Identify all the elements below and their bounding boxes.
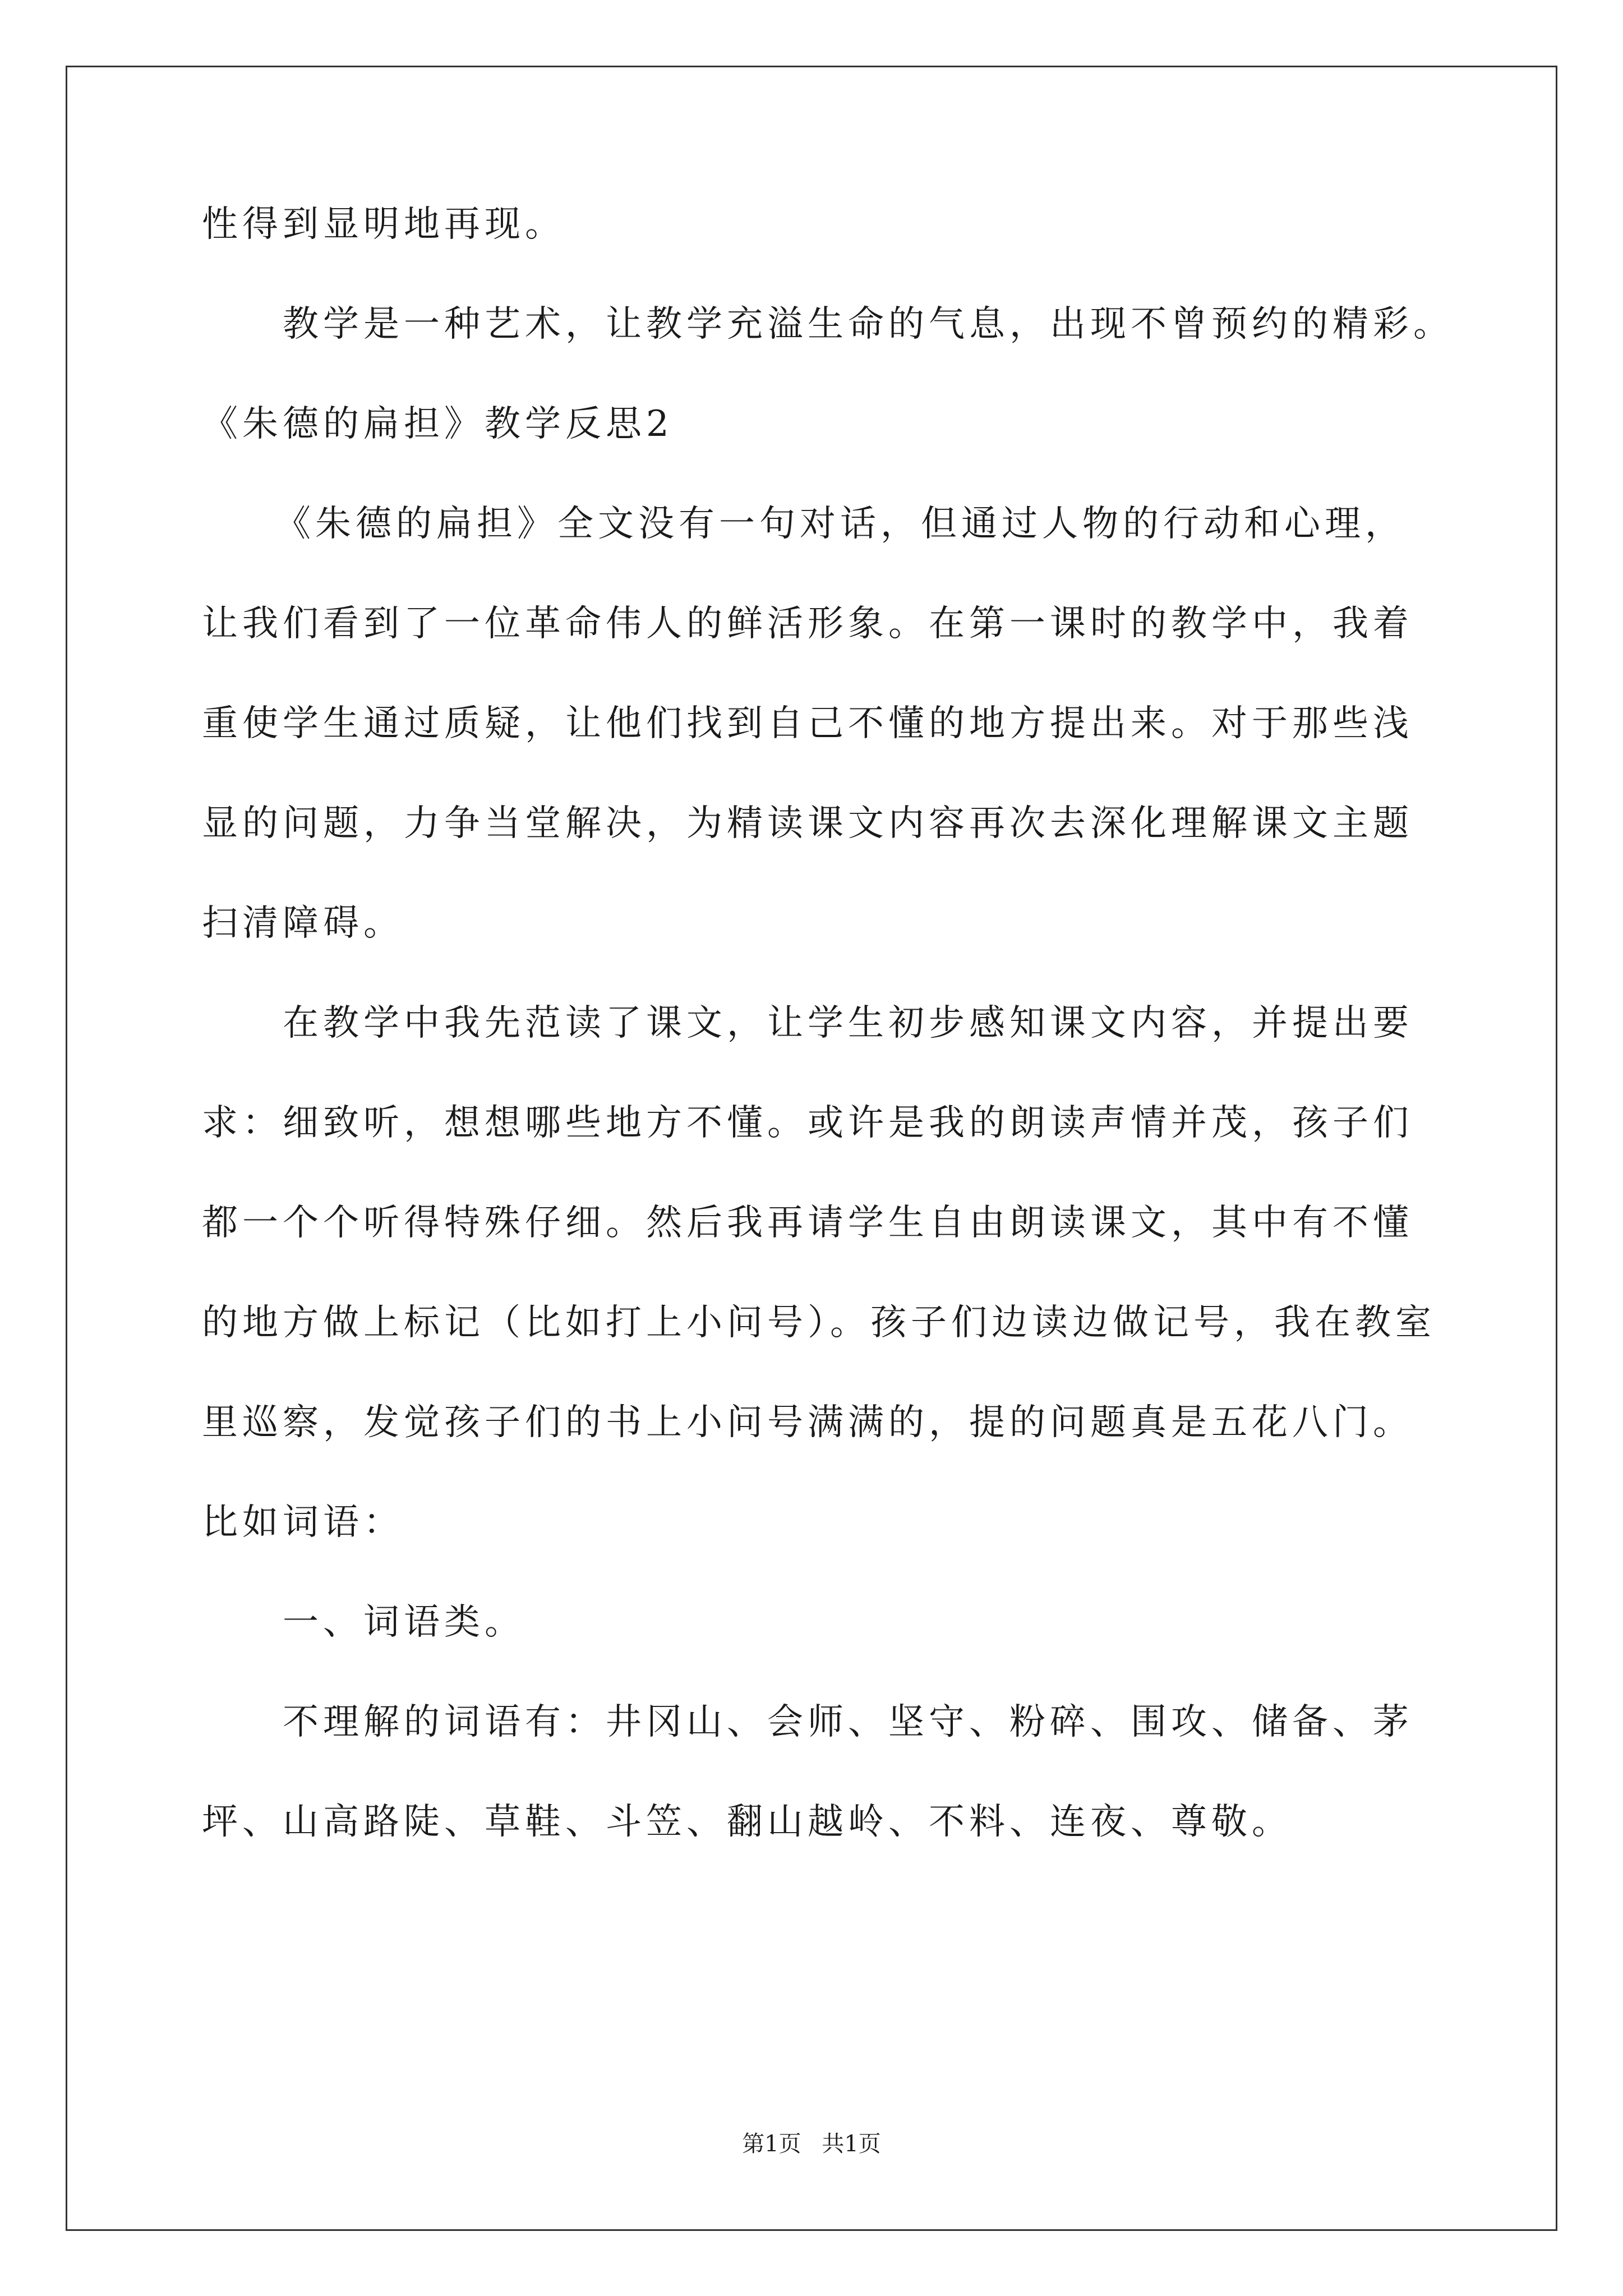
paragraph-line: 重使学生通过质疑，让他们找到自己不懂的地方提出来。对于那些浅 [202,703,1413,744]
paragraph-line: 让我们看到了一位革命伟人的鲜活形象。在第一课时的教学中，我着 [202,603,1413,645]
page-total: 共1页 [822,2131,881,2157]
paragraph-line: 坪、山高路陡、草鞋、斗笠、翻山越岭、不料、连夜、尊敬。 [202,1801,1292,1843]
section-heading: 《朱德的扁担》教学反思2 [202,403,674,445]
paragraph-line: 求：细致听，想想哪些地方不懂。或许是我的朗读声情并茂，孩子们 [202,1102,1413,1144]
paragraph-line: 的地方做上标记（比如打上小问号）。孩子们边读边做记号，我在教室 [202,1302,1436,1343]
page-frame [66,66,1557,2231]
page-number: 第1页 [742,2131,801,2157]
paragraph-line: 教学是一种艺术，让教学充溢生命的气息，出现不曾预约的精彩。 [283,303,1454,345]
paragraph-line: 比如词语： [202,1502,404,1543]
paragraph-line: 扫清障碍。 [202,903,404,944]
paragraph-line: 显的问题，力争当堂解决，为精读课文内容再次去深化理解课文主题 [202,803,1413,844]
paragraph-line: 性得到显明地再现。 [202,204,565,245]
paragraph-line: 里巡察，发觉孩子们的书上小问号满满的，提的问题真是五花八门。 [202,1402,1413,1443]
paragraph-line: 都一个个听得特殊仔细。然后我再请学生自由朗读课文，其中有不懂 [202,1202,1413,1244]
list-heading: 一、词语类。 [283,1602,525,1643]
paragraph-line: 在教学中我先范读了课文，让学生初步感知课文内容，并提出要 [283,1002,1413,1044]
paragraph-line: 不理解的词语有：井冈山、会师、坚守、粉碎、围攻、储备、茅 [283,1701,1413,1743]
page-footer [0,2130,1623,2158]
paragraph-line: 《朱德的扁担》全文没有一句对话，但通过人物的行动和心理， [275,503,1405,545]
